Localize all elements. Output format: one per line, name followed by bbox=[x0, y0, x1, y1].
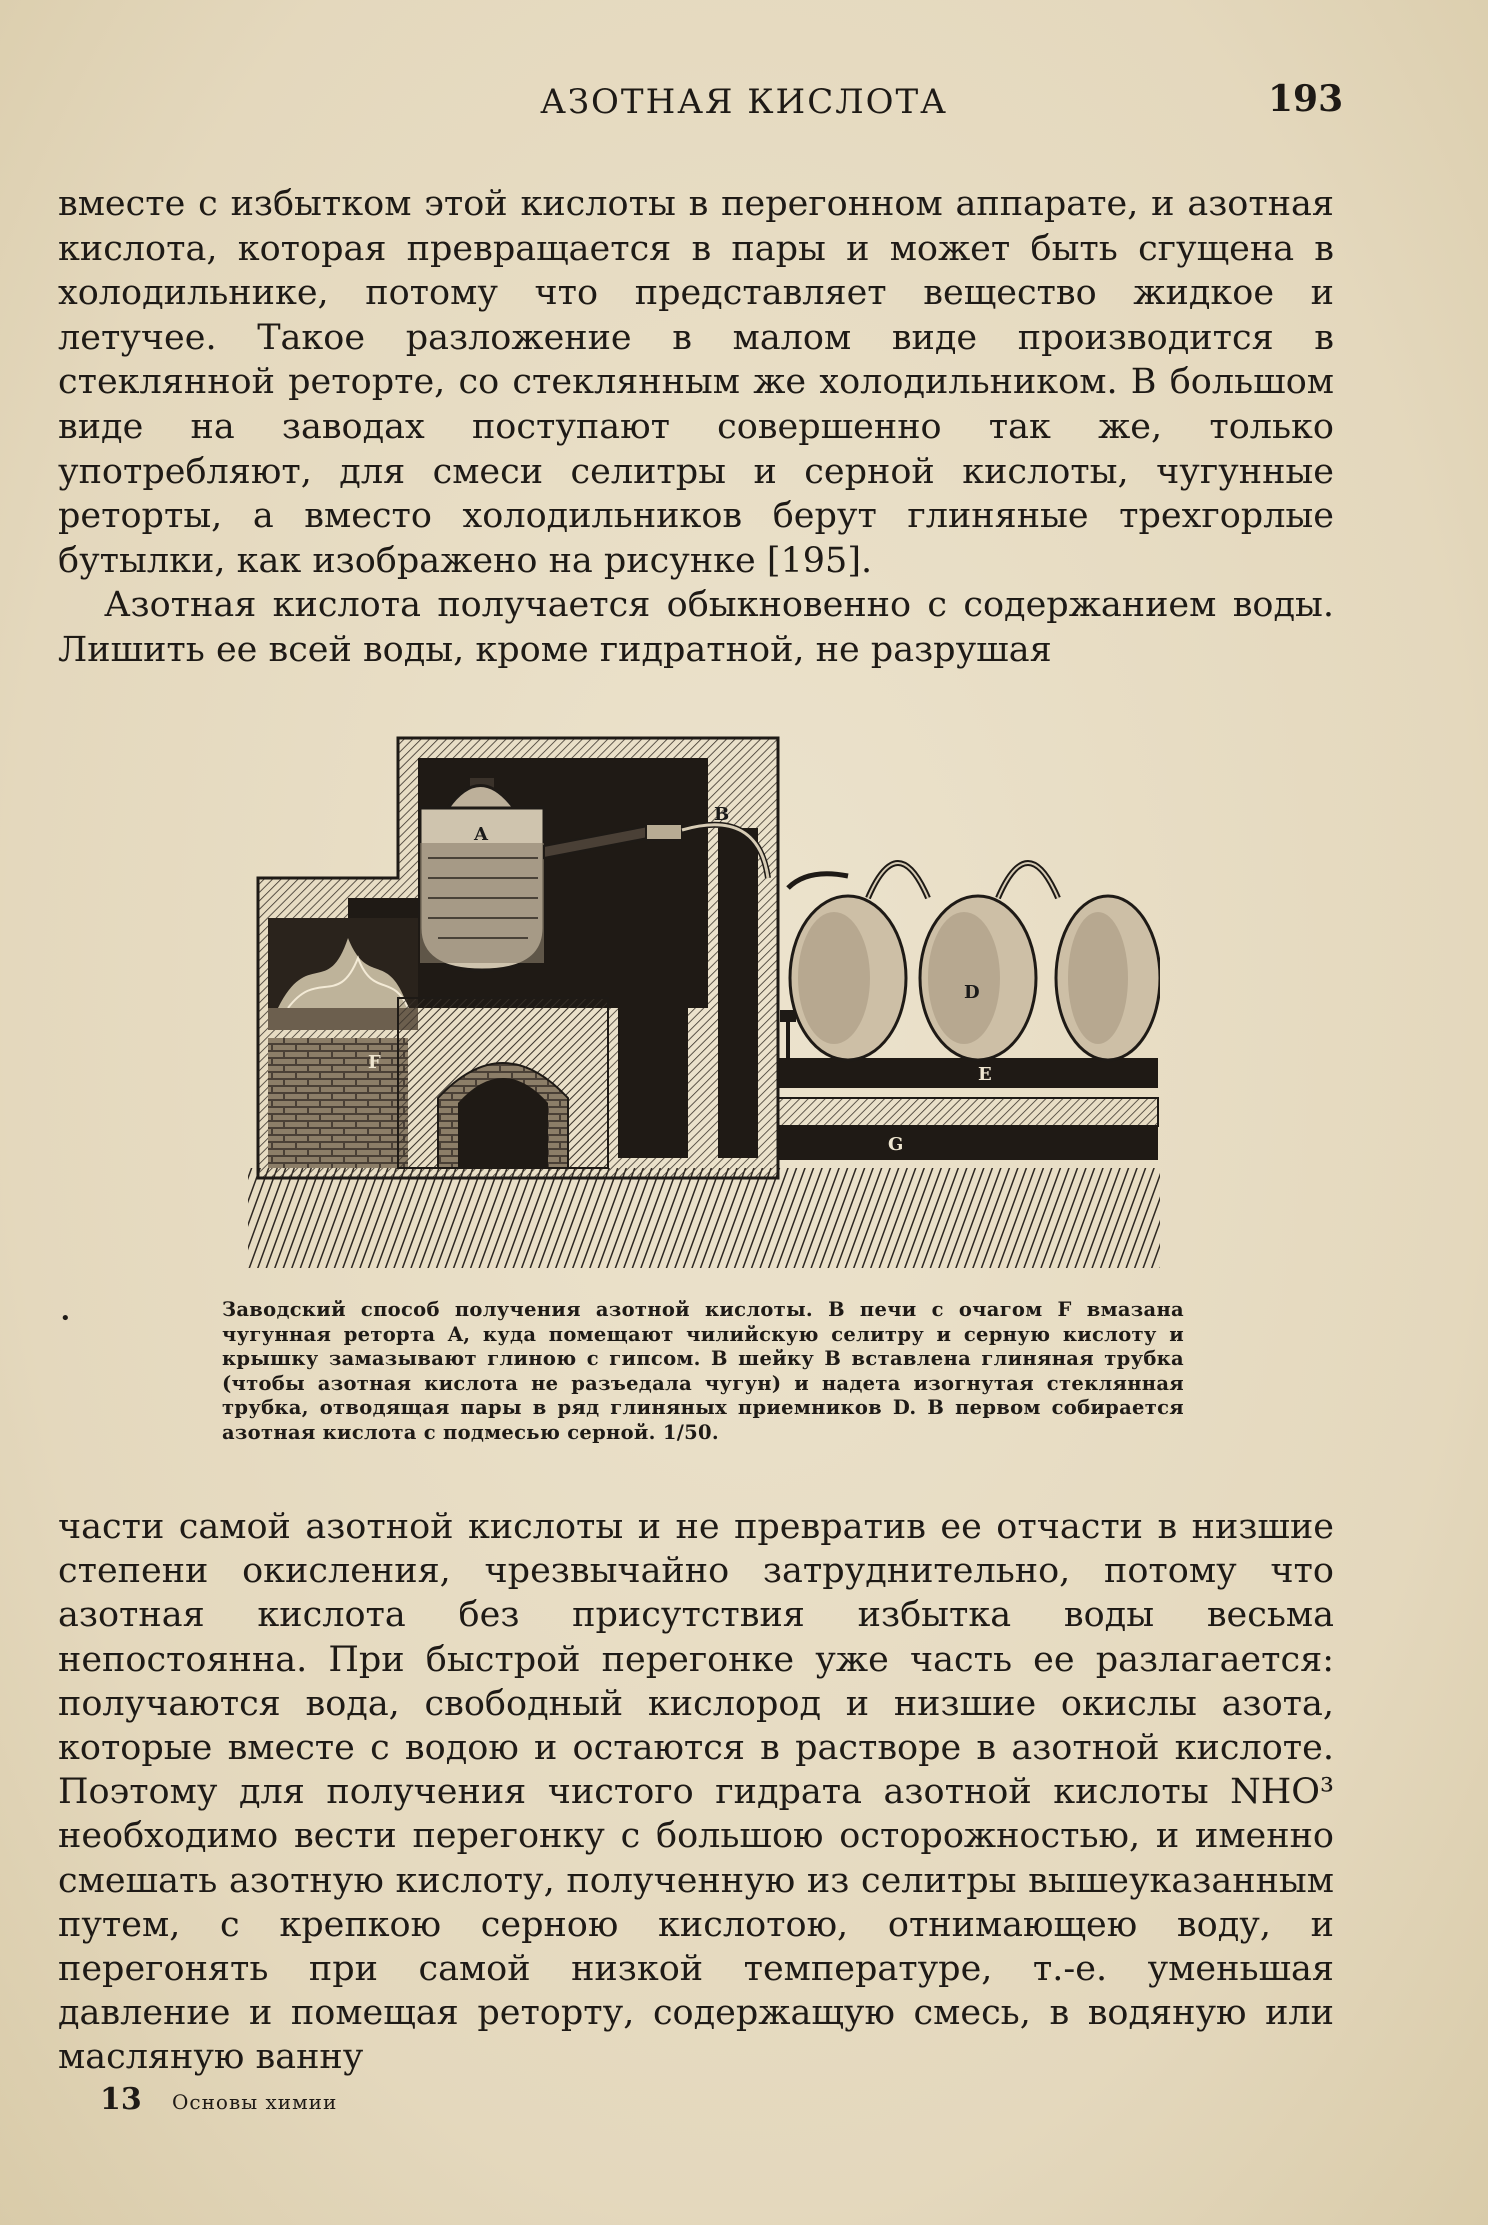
retort-a bbox=[420, 778, 544, 970]
paragraph: вместе с избытком этой кислоты в перегонном аппарате, и азотная кислота, которая превращается в пары и может быть сгущена в холодильнике, потому что представляет вещество жидкое и летучее. Такое разложение в малом виде производится в стеклянной реторте, со стеклянным же холодильником. В большом виде на заводах поступают совершенно так же, только употребляют, для смеси селитры и серной кислоты, чугунные реторты, а вместо холодильников берут глиняные трехгорлые бутылки, как изображено на рисунке [195]. bbox=[58, 184, 1334, 581]
label-f: F bbox=[368, 1052, 381, 1073]
oven-mouth bbox=[458, 1078, 548, 1168]
channel-g bbox=[778, 1126, 1158, 1160]
label-e: E bbox=[978, 1064, 992, 1085]
caption-bullet: • bbox=[60, 1308, 71, 1329]
ground-hatching bbox=[248, 1168, 1160, 1268]
label-g: G bbox=[888, 1134, 904, 1155]
signature-title: Основы химии bbox=[172, 2090, 338, 2114]
paragraph: части самой азотной кислоты и не превратив ее отчасти в низшие степени окисления, чрезвычайно затруднительно, потому что азотная кислота без присутствия избытка воды весьма непостоянна. При быстрой перегонке уже часть ее разлагается: получаются вода, свободный кислород и низшие окислы азота, которые вместе с водою и остаются в растворе в азотной кислоте. Поэтому для получения чистого гидрата азотной кислоты NHO³ необходимо вести перегонку с большою осторожностью, и именно смешать азотную кислоту, полученную из селитры вышеуказанным путем, с крепкою серною кислотою, отнимающею воду, и перегонять при самой низкой температуре, т.-е. уменьшая давление и помещая реторту, содержащую смесь, в водяную или масляную ванну bbox=[58, 1507, 1334, 2078]
text-block-bottom bbox=[58, 1505, 1334, 2080]
coal-bed bbox=[268, 1008, 418, 1030]
page-number: 193 bbox=[1268, 78, 1344, 120]
figure-caption: Заводский способ получения азотной кислоты. В печи с очагом F вмазана чугунная реторта A, куда помещают чилийскую селитру и серную кислоту и крышку замазывают глиною с гипсом. В шейку B вставлена глиняная трубка (чтобы азотная кислота не разъедала чугун) и надета изогнутая стеклянная трубка, отводящая пары в ряд глиняных приемников D. В первом собирается азотная кислота с подмесью серной. 1/50. bbox=[222, 1298, 1184, 1444]
ash-pit-bricks bbox=[268, 1038, 408, 1168]
apparatus-engraving bbox=[248, 708, 1160, 1270]
label-a: A bbox=[474, 824, 488, 845]
label-b: B bbox=[714, 804, 730, 825]
shelf-e bbox=[778, 1058, 1158, 1088]
paragraph: Азотная кислота получается обыкновенно с содержанием воды. Лишить ее всей воды, кроме гидратной, не разрушая bbox=[58, 585, 1334, 670]
running-head: АЗОТНАЯ КИСЛОТА bbox=[540, 82, 948, 122]
figure-nitric-acid-apparatus bbox=[248, 708, 1160, 1270]
text-block-top bbox=[58, 182, 1334, 673]
flue bbox=[718, 828, 758, 1158]
receivers-d bbox=[788, 863, 1160, 1060]
signature-number: 13 bbox=[100, 2082, 142, 2117]
label-d: D bbox=[964, 982, 980, 1003]
